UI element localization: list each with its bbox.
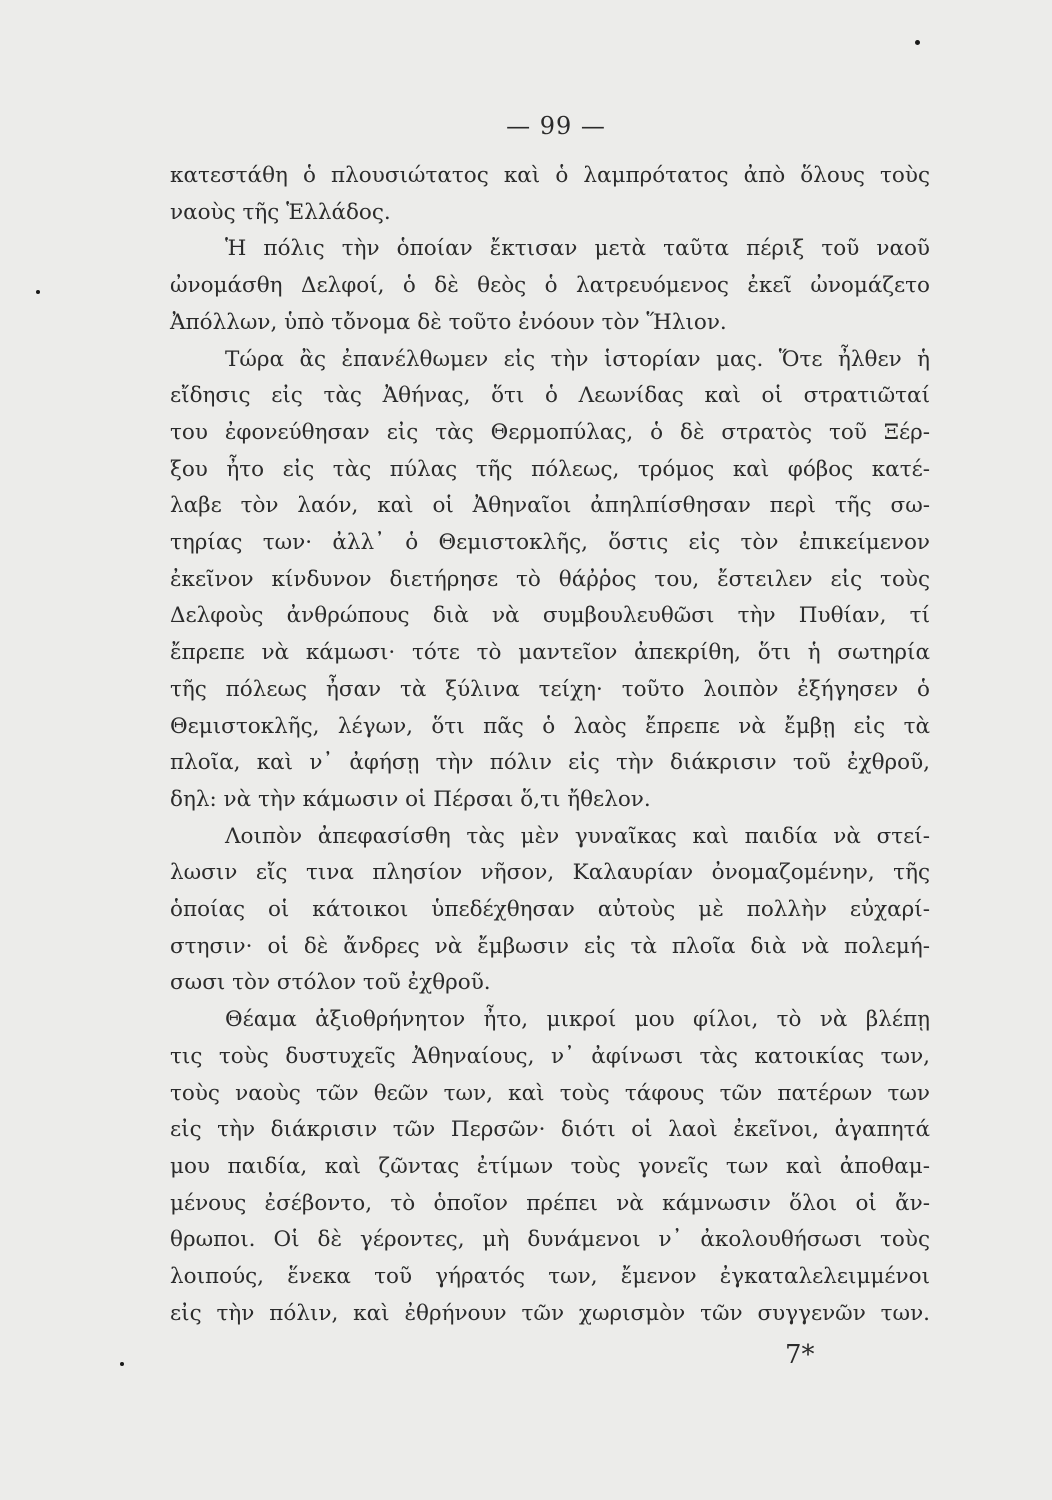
text-line: μου παιδία, καὶ ζῶντας ἐτίμων τοὺς γονεῖς των καὶ ἀποθαμ- [170,1153,930,1179]
text-line: τις τοὺς δυστυχεῖς Ἀθηναίους, ν᾽ ἀφίνωσι τὰς κατοικίας των, [170,1043,930,1069]
text-line: τῆς πόλεως ἦσαν τὰ ξύλινα τείχη· τοῦτο λοιπὸν ἐξήγησεν ὁ [170,676,930,702]
text-line: Τώρα ἂς ἐπανέλθωμεν εἰς τὴν ἱστορίαν μας. Ὅτε ἦλθεν ἡ [225,346,930,372]
text-line: εἴδησις εἰς τὰς Ἀθήνας, ὅτι ὁ Λεωνίδας καὶ οἱ στρατιῶταί [170,383,930,409]
text-line: ναοὺς τῆς Ἑλλάδος. [170,199,391,225]
text-line: εἰς τὴν διάκρισιν τῶν Περσῶν· διότι οἱ λαοὶ ἐκεῖνοι, ἀγαπητά [170,1117,930,1143]
text-line: στησιν· οἱ δὲ ἄνδρες νὰ ἔμβωσιν εἰς τὰ πλοῖα διὰ νὰ πολεμή- [170,933,930,959]
paper-speck [36,290,40,294]
text-line: ξου ἦτο εἰς τὰς πύλας τῆς πόλεως, τρόμος καὶ φόβος κατέ- [170,456,930,482]
text-line: τηρίας των· ἀλλ᾽ ὁ Θεμιστοκλῆς, ὅστις εἰς τὸν ἐπικείμενον [170,530,930,556]
text-line: λοιπούς, ἕνεκα τοῦ γήρατός των, ἔμενον ἐγκαταλελειμμένοι [170,1264,930,1290]
text-line: κατεστάθη ὁ πλουσιώτατος καὶ ὁ λαμπρότατος ἀπὸ ὅλους τοὺς [170,163,930,188]
text-line: λωσιν εἴς τινα πλησίον νῆσον, Καλαυρίαν ὀνομαζομένην, τῆς [170,860,930,886]
text-line: ὠνομάσθη Δελφοί, ὁ δὲ θεὸς ὁ λατρευόμενος ἐκεῖ ὠνομάζετο [170,273,930,299]
text-line: Ἀπόλλων, ὑπὸ τὄνομα δὲ τοῦτο ἐνόουν τὸν Ἥλιον. [170,309,727,335]
text-line: λαβε τὸν λαόν, καὶ οἱ Ἀθηναῖοι ἀπηλπίσθησαν περὶ τῆς σω- [170,493,930,519]
body-text [170,158,930,1333]
text-line: ὁποίας οἱ κάτοικοι ὑπεδέχθησαν αὐτοὺς μὲ πολλὴν εὐχαρί- [170,897,930,923]
text-line: δηλ: νὰ τὴν κάμωσιν οἱ Πέρσαι ὅ,τι ἤθελον. [170,786,651,812]
page-number-header: — 99 — [506,112,606,140]
text-line: Λοιπὸν ἀπεφασίσθη τὰς μὲν γυναῖκας καὶ παιδία νὰ στεί- [225,823,930,849]
text-line: εἰς τὴν πόλιν, καὶ ἐθρήνουν τῶν χωρισμὸν τῶν συγγενῶν των. [170,1300,930,1326]
signature-mark: 7* [785,1340,815,1370]
text-line: τοὺς ναοὺς τῶν θεῶν των, καὶ τοὺς τάφους τῶν πατέρων των [170,1080,930,1106]
text-line: σωσι τὸν στόλον τοῦ ἐχθροῦ. [170,970,491,996]
text-line: πλοῖα, καὶ ν᾽ ἀφήσῃ τὴν πόλιν εἰς τὴν διάκρισιν τοῦ ἐχθροῦ, [170,750,930,776]
paper-speck [120,1362,124,1366]
text-line: ἐκεῖνον κίνδυνον διετήρησε τὸ θάῤῥος του, ἔστειλεν εἰς τοὺς [170,566,930,592]
paper-speck [915,40,920,45]
text-line: θρωποι. Οἱ δὲ γέροντες, μὴ δυνάμενοι ν᾽ ἀκολουθήσωσι τοὺς [170,1227,930,1253]
text-line: Θέαμα ἀξιοθρήνητον ἦτο, μικροί μου φίλοι, τὸ νὰ βλέπῃ [225,1007,930,1033]
text-line: μένους ἐσέβοντο, τὸ ὁποῖον πρέπει νὰ κάμνωσιν ὅλοι οἱ ἄν- [170,1190,930,1216]
text-line: ἔπρεπε νὰ κάμωσι· τότε τὸ μαντεῖον ἀπεκρίθη, ὅτι ἡ σωτηρία [170,640,930,666]
text-line: Δελφοὺς ἀνθρώπους διὰ νὰ συμβουλευθῶσι τὴν Πυθίαν, τί [170,603,930,629]
text-line: Ἡ πόλις τὴν ὁποίαν ἔκτισαν μετὰ ταῦτα πέριξ τοῦ ναοῦ [225,236,930,262]
text-line: Θεμιστοκλῆς, λέγων, ὅτι πᾶς ὁ λαὸς ἔπρεπε νὰ ἔμβῃ εἰς τὰ [170,713,930,739]
text-line: του ἐφονεύθησαν εἰς τὰς Θερμοπύλας, ὁ δὲ στρατὸς τοῦ Ξέρ- [170,419,930,445]
